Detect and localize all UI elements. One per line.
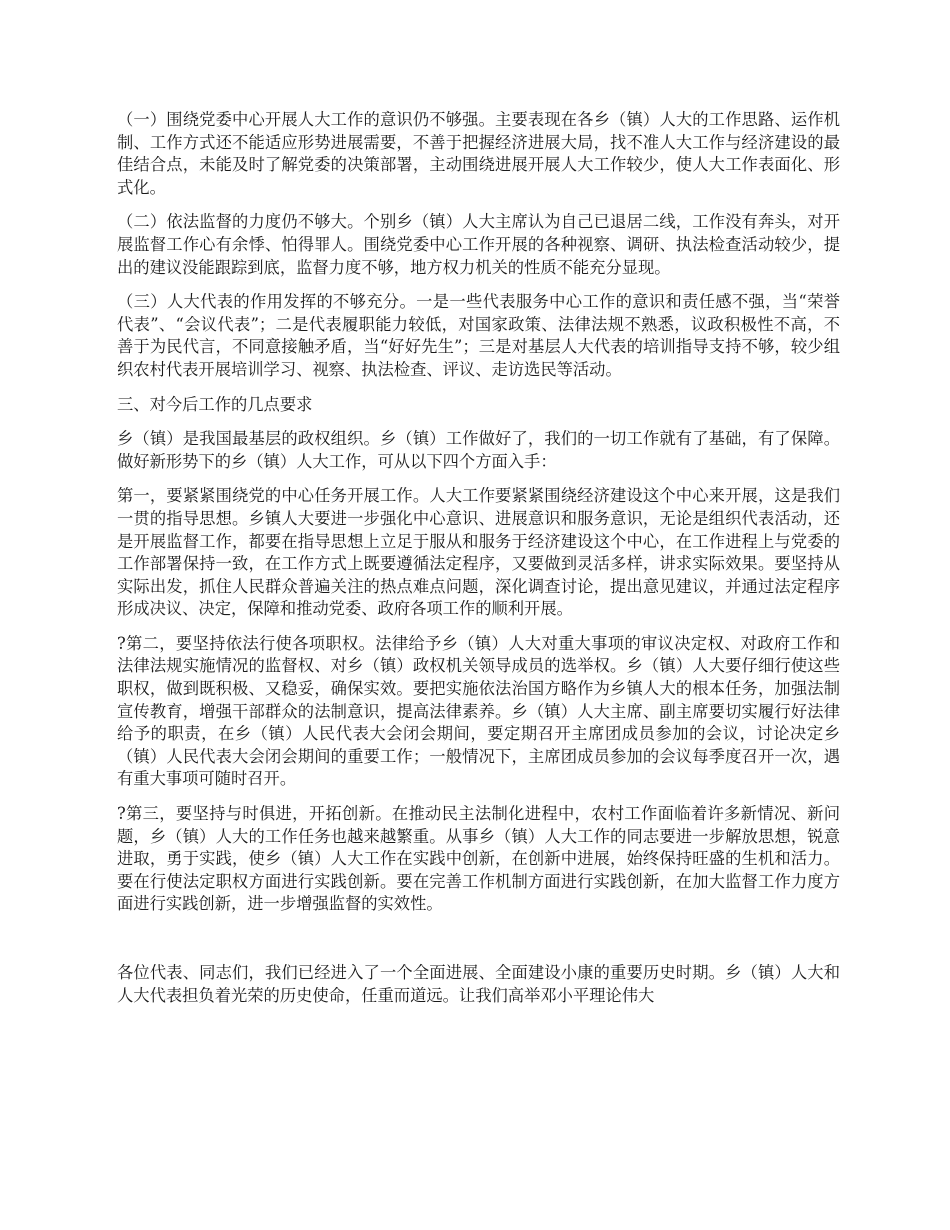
paragraph-closing: 各位代表、同志们，我们已经进入了一个全面进展、全面建设小康的重要历史时期。乡（镇）人大和人大代表担负着光荣的历史使命，任重而道远。让我们高举邓小平理论伟大 bbox=[117, 963, 840, 1005]
paragraph-intro-four-aspects: 乡（镇）是我国最基层的政权组织。乡（镇）工作做好了，我们的一切工作就有了基础，有了保障。做好新形势下的乡（镇）人大工作，可从以下四个方面入手： bbox=[117, 429, 840, 471]
paragraph-weak-supervision: （二）依法监督的力度仍不够大。个别乡（镇）人大主席认为自己已退居二线，工作没有奔头，对开展监督工作心有余悸、怕得罪人。围绕党委中心工作开展的各种视察、调研、执法检查活动较少，提出的建议没能跟踪到底，监督力度不够，地方权力机关的性质不能充分显现。 bbox=[117, 212, 840, 277]
section-heading-requirements: 三、对今后工作的几点要求 bbox=[117, 394, 313, 414]
document-body bbox=[117, 109, 840, 1019]
paragraph-second-point: ?第二，要坚持依法行使各项职权。法律给予乡（镇）人大对重大事项的审议决定权、对政府工作和法律法规实施情况的监督权、对乡（镇）政权机关领导成员的选举权。乡（镇）人大要仔细行使这些职权，做到既积极、又稳妥，确保实效。要把实施依法治国方略作为乡镇人大的根本任务，加强法制宣传教育，增强干部群众的法制意识，提高法律素养。乡（镇）人大主席、副主席要切实履行好法律给予的职责，在乡（镇）人民代表大会闭会期间，要定期召开主席团成员参加的会议，讨论决定乡（镇）人民代表大会闭会期间的重要工作；一般情况下，主席团成员参加的会议每季度召开一次，遇有重大事项可随时召开。 bbox=[117, 633, 840, 789]
paragraph-spacer bbox=[117, 928, 840, 962]
paragraph-first-point: 第一，要紧紧围绕党的中心任务开展工作。人大工作要紧紧围绕经济建设这个中心来开展，这是我们一贯的指导思想。乡镇人大要进一步强化中心意识、进展意识和服务意识，无论是组织代表活动，还是开展监督工作，都要在指导思想上立足于服从和服务于经济建设这个中心，在工作进程上与党委的工作部署保持一致，在工作方式上既要遵循法定程序，又要做到灵活多样，讲求实际效果。要坚持从实际出发，抓住人民群众普遍关注的热点难点问题，深化调查讨论，提出意见建议，并通过法定程序形成决议、决定，保障和推动党委、政府各项工作的顺利开展。 bbox=[117, 486, 840, 619]
paragraph-weak-awareness: （一）围绕党委中心开展人大工作的意识仍不够强。主要表现在各乡（镇）人大的工作思路、运作机制、工作方式还不能适应形势进展需要，不善于把握经济进展大局，找不准人大工作与经济建设的最佳结合点，未能及时了解党委的决策部署，主动围绕进展开展人大工作较少，使人大工作表面化、形式化。 bbox=[117, 110, 840, 197]
paragraph-third-point: ?第三，要坚持与时俱进，开拓创新。在推动民主法制化进程中，农村工作面临着许多新情况、新问题，乡（镇）人大的工作任务也越来越繁重。从事乡（镇）人大工作的同志要进一步解放思想，锐意进取，勇于实践，使乡（镇）人大工作在实践中创新，在创新中进展，始终保持旺盛的生机和活力。要在行使法定职权方面进行实践创新。要在完善工作机制方面进行实践创新，在加大监督工作力度方面进行实践创新，进一步增强监督的实效性。 bbox=[117, 804, 840, 914]
paragraph-deputies-role: （三）人大代表的作用发挥的不够充分。一是一些代表服务中心工作的意识和责任感不强，当“荣誉代表”、“会议代表”；二是代表履职能力较低，对国家政策、法律法规不熟悉，议政积极性不高，不善于为民代言，不同意接触矛盾，当“好好先生”；三是对基层人大代表的培训指导支持不够，较少组织农村代表开展培训学习、视察、执法检查、评议、走访选民等活动。 bbox=[117, 292, 840, 379]
